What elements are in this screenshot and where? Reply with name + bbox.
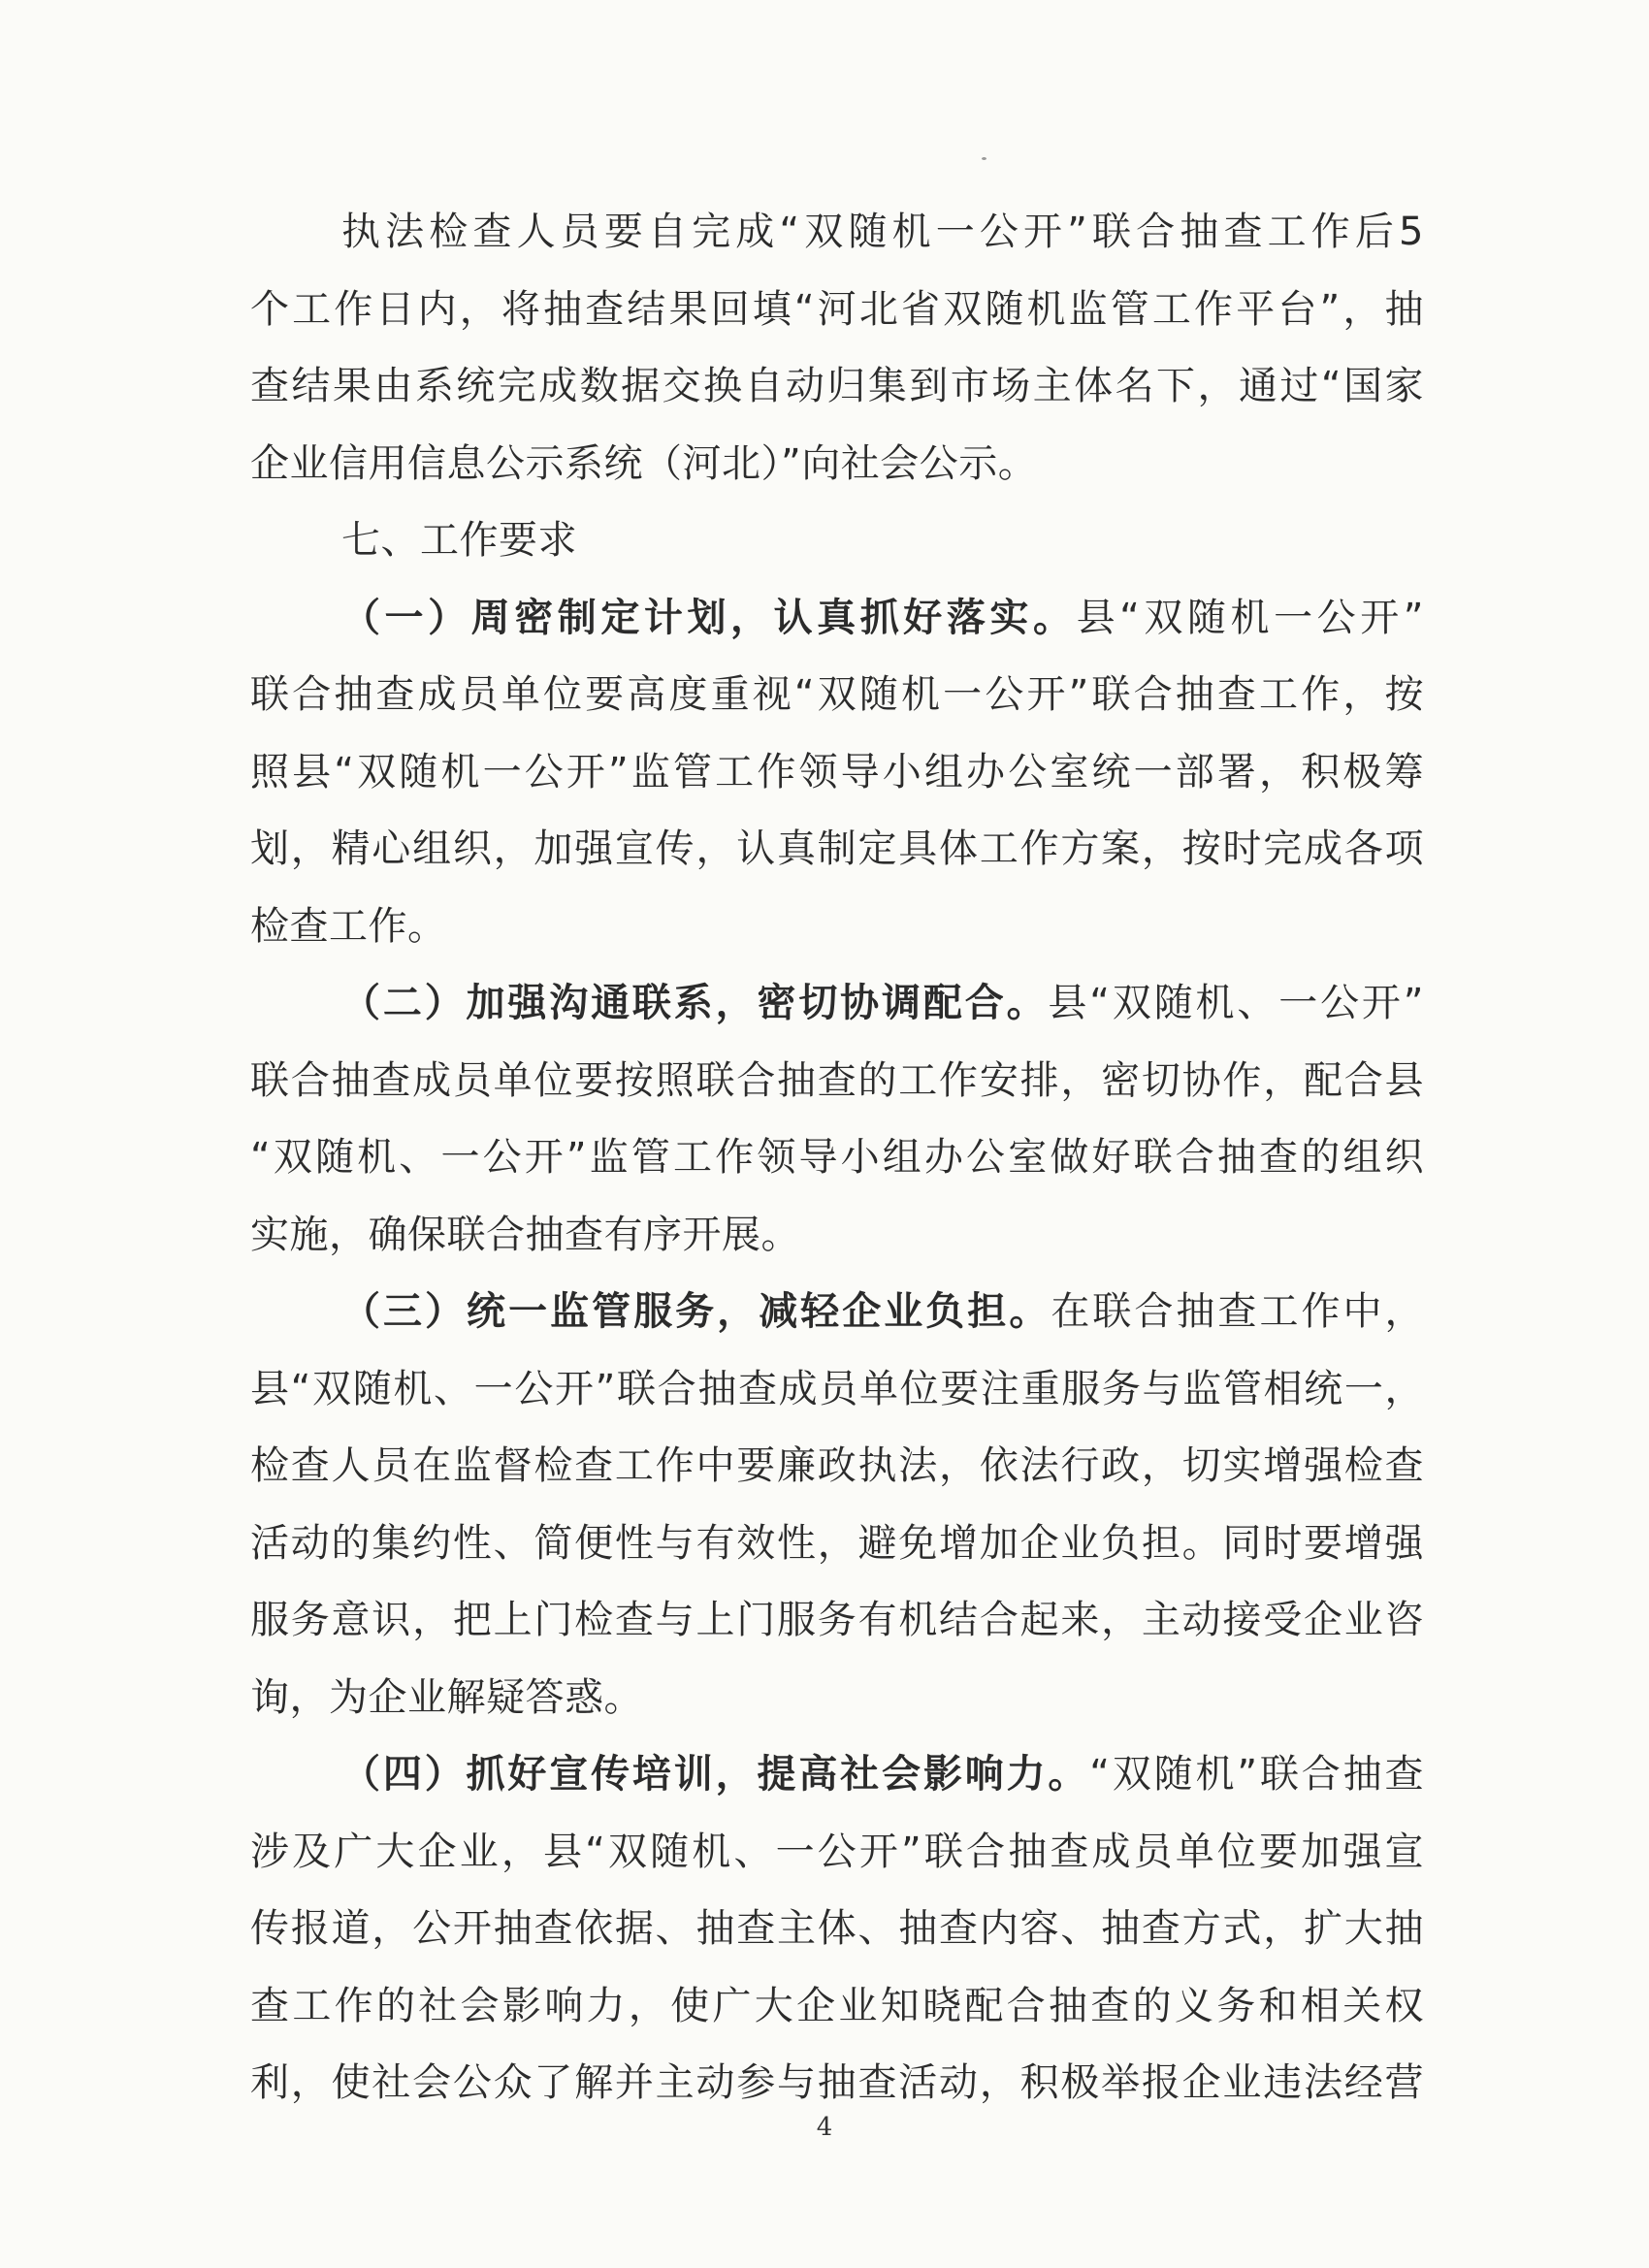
paragraph-result-filing — [250, 194, 1424, 502]
text-line: 划，精心组织，加强宣传，认真制定具体工作方案，按时完成各项 — [250, 826, 1424, 871]
text-line — [250, 580, 1424, 658]
item-text: 在联合抽查工作中， — [1051, 1289, 1425, 1334]
text-line: 执法检查人员要自完成“双随机一公开”联合抽查工作后5 — [341, 210, 1424, 254]
text-line: 实施，确保联合抽查有序开展。 — [250, 1212, 800, 1257]
item-lead: （三）统一监管服务，减轻企业负担。 — [341, 1289, 1051, 1334]
text-line: 检查工作。 — [250, 903, 447, 949]
text-line: 检查人员在监督检查工作中要廉政执法，依法行政，切实增强检查 — [250, 1443, 1424, 1488]
paragraph-item-1 — [250, 580, 1424, 966]
item-text: 县“双随机、一公开” — [1048, 981, 1424, 1025]
paragraph-item-4 — [250, 1736, 1424, 2122]
text-line: 照县“双随机一公开”监管工作领导小组办公室统一部署，积极筹 — [250, 749, 1424, 794]
text-line: “双随机、一公开”监管工作领导小组办公室做好联合抽查的组织 — [250, 1135, 1424, 1180]
item-lead: （四）抓好宣传培训，提高社会影响力。 — [341, 1752, 1090, 1797]
item-text: 县“双随机一公开” — [1076, 595, 1425, 640]
text-line — [250, 1274, 1424, 1351]
item-text: “双随机”联合抽查 — [1089, 1752, 1424, 1797]
text-line — [250, 1736, 1424, 1814]
document-body — [250, 194, 1424, 2122]
item-lead: （二）加强沟通联系，密切协调配合。 — [341, 981, 1049, 1025]
text-line: 利，使社会公众了解并主动参与抽查活动，积极举报企业违法经营 — [250, 2060, 1424, 2105]
scan-speck — [982, 157, 986, 160]
item-lead: （一）周密制定计划，认真抓好落实。 — [341, 595, 1077, 640]
paragraph-item-2 — [250, 965, 1424, 1274]
text-line: 服务意识，把上门检查与上门服务有机结合起来，主动接受企业咨 — [250, 1598, 1424, 1642]
text-line: 查结果由系统完成数据交换自动归集到市场主体名下，通过“国家 — [250, 364, 1424, 408]
text-line: 县“双随机、一公开”联合抽查成员单位要注重服务与监管相统一， — [250, 1366, 1424, 1411]
text-line — [250, 965, 1424, 1043]
text-line: 活动的集约性、简便性与有效性，避免增加企业负担。同时要增强 — [250, 1520, 1424, 1566]
section-heading: 七、工作要求 — [341, 518, 577, 563]
paragraph-item-3 — [250, 1274, 1424, 1736]
text-line: 传报道，公开抽查依据、抽查主体、抽查内容、抽查方式，扩大抽 — [250, 1906, 1424, 1951]
text-line: 联合抽查成员单位要按照联合抽查的工作安排，密切协作，配合县 — [250, 1057, 1424, 1103]
text-line: 个工作日内，将抽查结果回填“河北省双随机监管工作平台”，抽 — [250, 286, 1424, 332]
text-line: 查工作的社会影响力，使广大企业知晓配合抽查的义务和相关权 — [250, 1983, 1424, 2028]
text-line: 联合抽查成员单位要高度重视“双随机一公开”联合抽查工作，按 — [250, 672, 1424, 717]
page-number: 4 — [816, 2113, 833, 2142]
text-line: 涉及广大企业，县“双随机、一公开”联合抽查成员单位要加强宣 — [250, 1829, 1424, 1874]
text-line: 询，为企业解疑答惑。 — [250, 1674, 643, 1720]
text-line: 企业信用信息公示系统（河北）”向社会公示。 — [250, 440, 1038, 486]
